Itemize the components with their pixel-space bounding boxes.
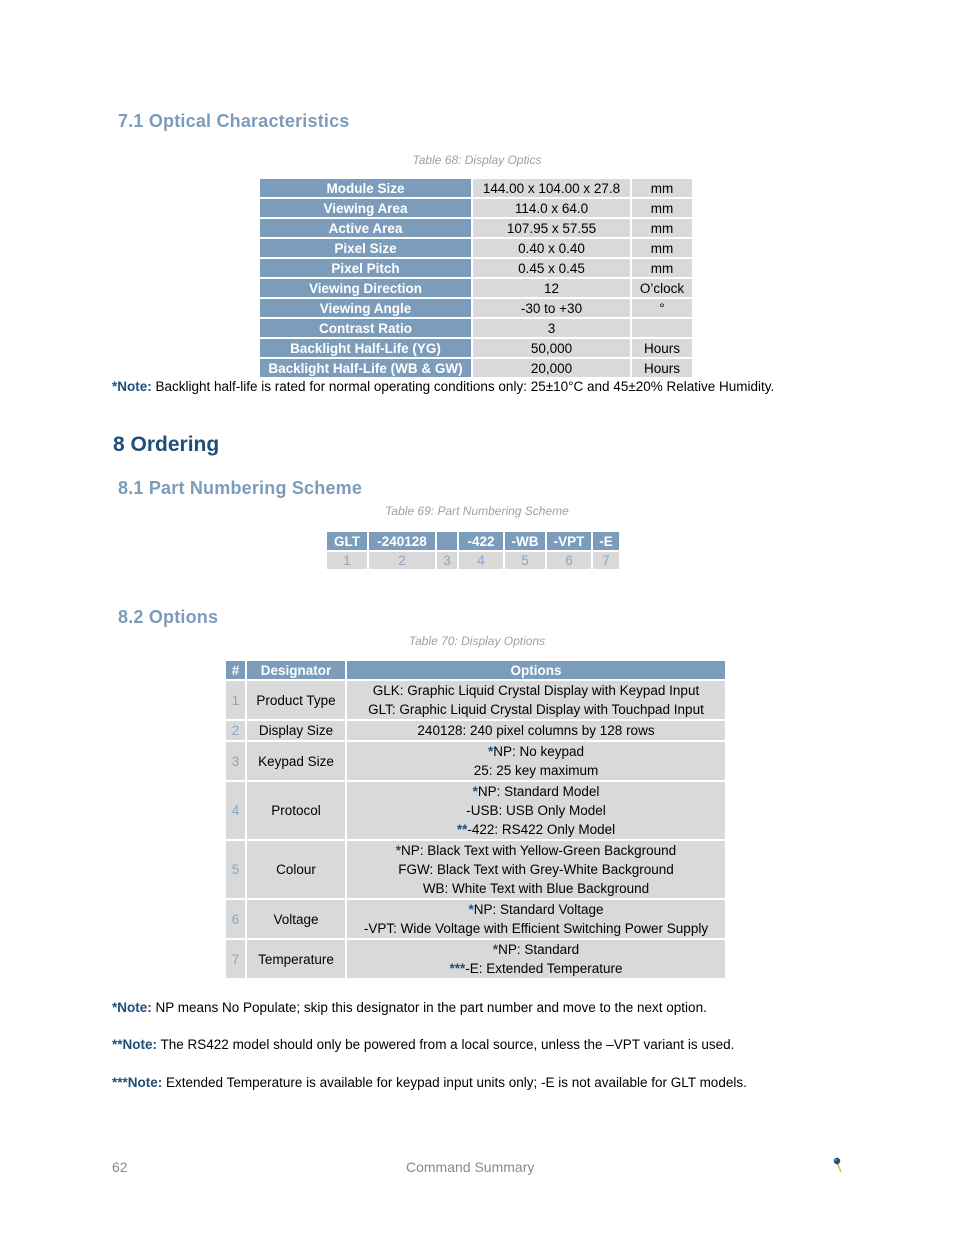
optics-row — [260, 279, 692, 297]
option-line — [347, 820, 725, 839]
note-label: *Note: — [112, 379, 152, 394]
option-number: 7 — [226, 940, 245, 978]
part-segment: -VPT — [547, 532, 591, 550]
optics-unit: mm — [632, 259, 692, 277]
option-line — [347, 879, 725, 898]
option-line — [347, 841, 725, 860]
option-line — [347, 782, 725, 801]
note-label: **Note: — [112, 1037, 158, 1052]
option-values — [347, 900, 725, 938]
optics-label: Active Area — [260, 219, 471, 237]
options-row — [226, 782, 725, 839]
option-line — [347, 700, 725, 719]
option-text: -VPT: Wide Voltage with Efficient Switching Power Supply — [363, 921, 709, 936]
optics-unit: ° — [632, 299, 692, 317]
optics-value: -30 to +30 — [473, 299, 630, 317]
options-row — [226, 900, 725, 938]
optics-row — [260, 339, 692, 357]
option-text: NP: Standard — [498, 942, 580, 957]
option-line — [347, 681, 725, 700]
optics-unit: Hours — [632, 359, 692, 377]
option-text: -E: Extended Temperature — [465, 961, 623, 976]
optics-row — [260, 239, 692, 257]
option-text: NP: Standard Voltage — [473, 902, 604, 917]
option-values — [347, 782, 725, 839]
optics-unit: Hours — [632, 339, 692, 357]
options-row — [226, 742, 725, 780]
optics-label: Module Size — [260, 179, 471, 197]
part-segment-number: 2 — [369, 552, 435, 569]
option-line — [347, 959, 725, 978]
part-segment-number: 7 — [593, 552, 619, 569]
header-options: Options — [347, 661, 725, 679]
table-69-caption: Table 69: Part Numbering Scheme — [385, 504, 569, 518]
optics-unit: O’clock — [632, 279, 692, 297]
part-segment: -240128 — [369, 532, 435, 550]
required-marker: *** — [449, 961, 466, 976]
option-line — [347, 860, 725, 879]
optics-note — [112, 379, 774, 394]
part-segment: -E — [593, 532, 619, 550]
options-row — [226, 940, 725, 978]
required-marker: * — [395, 843, 402, 858]
optics-row — [260, 179, 692, 197]
options-row — [226, 721, 725, 740]
optics-unit — [632, 319, 692, 337]
optics-value: 107.95 x 57.55 — [473, 219, 630, 237]
optics-row — [260, 359, 692, 377]
section-7-1-title: 7.1 Optical Characteristics — [118, 111, 350, 131]
page-number: 62 — [112, 1159, 128, 1175]
ordering-note — [112, 1000, 707, 1015]
option-number: 6 — [226, 900, 245, 938]
optics-label: Pixel Size — [260, 239, 471, 257]
option-line — [347, 900, 725, 919]
optics-label: Viewing Area — [260, 199, 471, 217]
section-8-1-title: 8.1 Part Numbering Scheme — [118, 478, 363, 498]
part-numbering-table — [325, 530, 621, 571]
optics-label: Backlight Half-Life (YG) — [260, 339, 471, 357]
display-options-table — [224, 659, 727, 980]
note-label: *Note: — [112, 1000, 152, 1015]
required-marker: * — [487, 744, 494, 759]
required-marker: * — [468, 902, 474, 917]
option-text: -422: RS422 Only Model — [467, 822, 616, 837]
option-line — [347, 721, 725, 740]
optics-label: Viewing Direction — [260, 279, 471, 297]
option-text: GLT: Graphic Liquid Crystal Display with Touchpad Input — [368, 702, 704, 717]
part-segment-number: 5 — [505, 552, 545, 569]
option-number: 2 — [226, 721, 245, 740]
option-designator: Temperature — [247, 940, 345, 978]
options-row — [226, 681, 725, 719]
option-text: NP: Black Text with Yellow-Green Background — [401, 843, 677, 858]
note-text: The RS422 model should only be powered from a local source, unless the –VPT variant is used. — [157, 1037, 735, 1052]
part-segment: -WB — [505, 532, 545, 550]
optics-unit: mm — [632, 199, 692, 217]
option-text: -USB: USB Only Model — [466, 803, 606, 818]
optics-unit: mm — [632, 179, 692, 197]
optics-label: Backlight Half-Life (WB & GW) — [260, 359, 471, 377]
part-segment-number: 3 — [437, 552, 457, 569]
option-line — [347, 919, 725, 938]
part-segment: GLT — [327, 532, 367, 550]
optics-label: Viewing Angle — [260, 299, 471, 317]
note-label: ***Note: — [112, 1075, 163, 1090]
display-optics-table — [258, 177, 694, 379]
option-line — [347, 761, 725, 780]
option-text: 240128: 240 pixel columns by 128 rows — [417, 723, 655, 738]
ordering-note — [112, 1075, 747, 1090]
option-text: GLK: Graphic Liquid Crystal Display with Keypad Input — [372, 683, 700, 698]
optics-value: 3 — [473, 319, 630, 337]
option-number: 4 — [226, 782, 245, 839]
options-row — [226, 841, 725, 898]
section-8-2-title: 8.2 Options — [118, 607, 219, 627]
required-marker: * — [472, 784, 478, 799]
option-text: WB: White Text with Blue Background — [422, 881, 650, 896]
required-marker: ** — [456, 822, 468, 837]
required-marker: * — [492, 942, 499, 957]
optics-row — [260, 319, 692, 337]
option-text: FGW: Black Text with Grey-White Background — [398, 862, 674, 877]
part-segment — [437, 532, 457, 550]
optics-row — [260, 299, 692, 317]
header-designator: Designator — [247, 661, 345, 679]
ordering-note — [112, 1037, 734, 1052]
option-number: 3 — [226, 742, 245, 780]
option-designator: Voltage — [247, 900, 345, 938]
optics-value: 144.00 x 104.00 x 27.8 — [473, 179, 630, 197]
table-70-caption: Table 70: Display Options — [408, 634, 546, 648]
header-num: # — [226, 661, 245, 679]
part-segment: -422 — [459, 532, 503, 550]
optics-row — [260, 219, 692, 237]
option-designator: Product Type — [247, 681, 345, 719]
optics-value: 12 — [473, 279, 630, 297]
option-number: 5 — [226, 841, 245, 898]
optics-label: Contrast Ratio — [260, 319, 471, 337]
option-values — [347, 681, 725, 719]
option-values — [347, 841, 725, 898]
option-line — [347, 742, 725, 761]
option-text: NP: No keypad — [493, 744, 585, 759]
section-8-title: 8 Ordering — [113, 433, 220, 456]
option-designator: Protocol — [247, 782, 345, 839]
option-text: 25: 25 key maximum — [473, 763, 599, 778]
optics-unit: mm — [632, 219, 692, 237]
option-designator: Display Size — [247, 721, 345, 740]
optics-value: 114.0 x 64.0 — [473, 199, 630, 217]
option-values — [347, 940, 725, 978]
optics-row — [260, 259, 692, 277]
part-segment-number: 1 — [327, 552, 367, 569]
optics-value: 20,000 — [473, 359, 630, 377]
note-text: Backlight half-life is rated for normal operating conditions only: 25±10°C and 45±20% Relative Humidity. — [151, 379, 775, 394]
part-segment-number: 6 — [547, 552, 591, 569]
optics-label: Pixel Pitch — [260, 259, 471, 277]
part-segment-number: 4 — [459, 552, 503, 569]
note-text: NP means No Populate; skip this designator in the part number and move to the next option. — [151, 1000, 707, 1015]
optics-value: 0.40 x 0.40 — [473, 239, 630, 257]
option-designator: Keypad Size — [247, 742, 345, 780]
optics-value: 50,000 — [473, 339, 630, 357]
optics-unit: mm — [632, 239, 692, 257]
note-text: Extended Temperature is available for keypad input units only; -E is not available for GLT models. — [162, 1075, 747, 1090]
footer-title: Command Summary — [406, 1159, 535, 1175]
optics-row — [260, 199, 692, 217]
logo-icon — [830, 1156, 844, 1174]
option-designator: Colour — [247, 841, 345, 898]
optics-value: 0.45 x 0.45 — [473, 259, 630, 277]
option-values — [347, 721, 725, 740]
option-text: NP: Standard Model — [477, 784, 600, 799]
option-values — [347, 742, 725, 780]
table-68-caption: Table 68: Display Optics — [412, 153, 542, 167]
option-line — [347, 801, 725, 820]
option-number: 1 — [226, 681, 245, 719]
option-line — [347, 940, 725, 959]
